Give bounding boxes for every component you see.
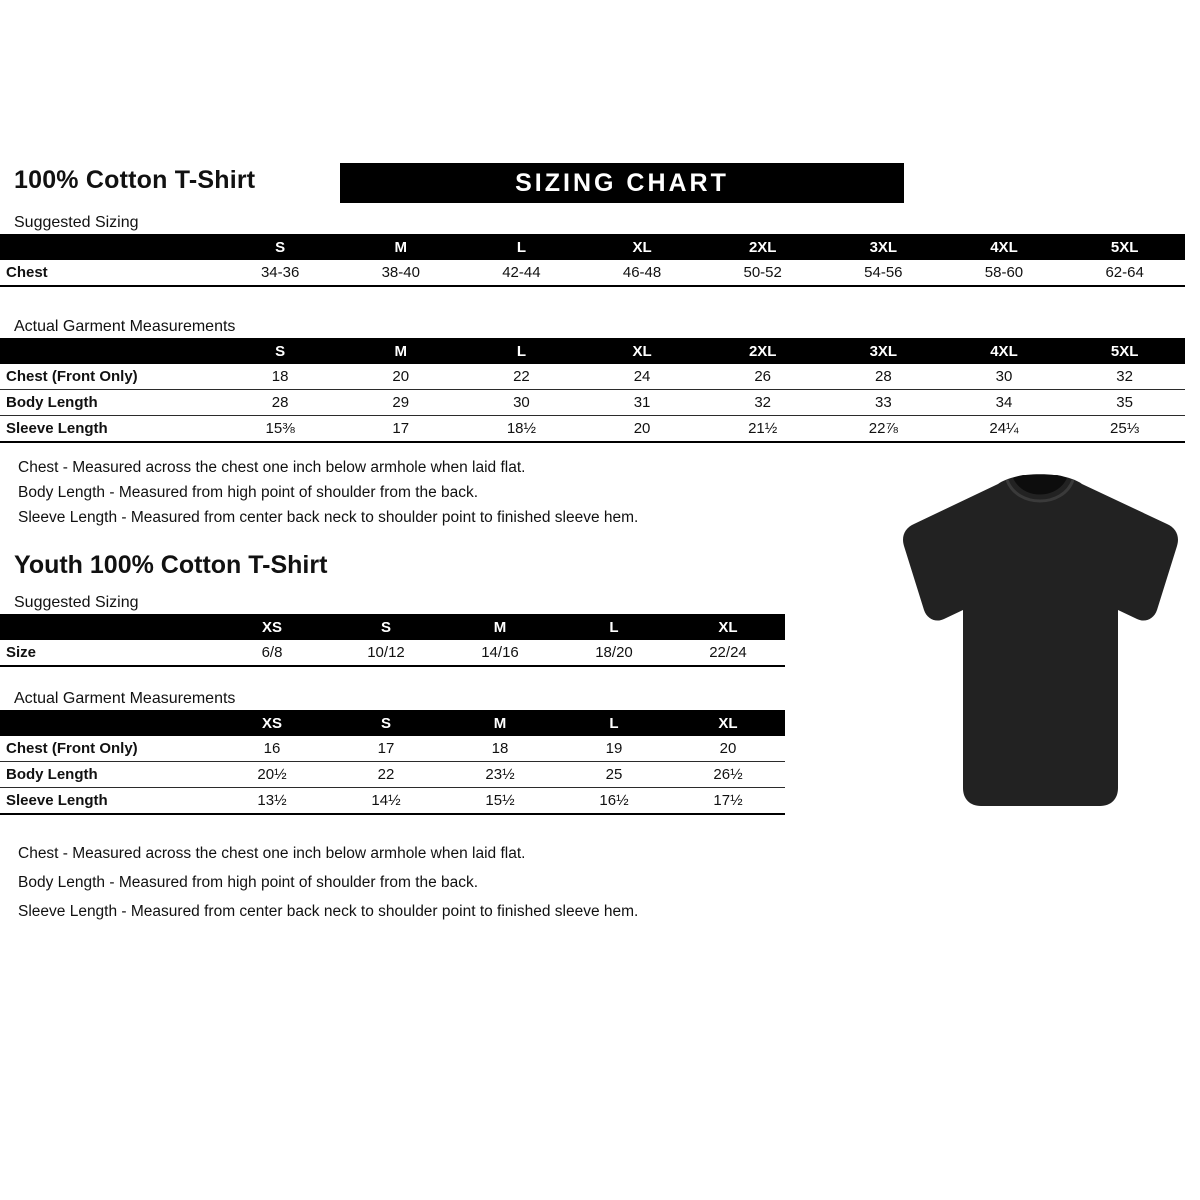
youth-actual-cell: 15½ xyxy=(443,788,557,815)
adult-actual-cell: 35 xyxy=(1064,390,1185,416)
adult-suggested-col-header-l: L xyxy=(516,238,526,256)
table-row xyxy=(0,640,785,666)
youth-actual-measurements-table xyxy=(0,710,785,815)
adult-actual-col-header-xl: XL xyxy=(632,342,652,360)
youth-suggested-cell: 10/12 xyxy=(329,640,443,666)
adult-actual-cell: 32 xyxy=(702,390,823,416)
black-tshirt-icon xyxy=(895,470,1185,815)
adult-actual-col-header-m: M xyxy=(394,342,408,360)
adult-actual-cell: 22⅞ xyxy=(823,416,944,443)
table-row xyxy=(0,736,785,762)
adult-suggested-row-label: Chest xyxy=(0,260,220,286)
adult-actual-cell: 34 xyxy=(944,390,1065,416)
adult-suggested-col-header-5xl: 5XL xyxy=(1110,238,1139,256)
adult-actual-col-header-3xl: 3XL xyxy=(869,342,898,360)
youth-actual-cell: 17½ xyxy=(671,788,785,815)
adult-actual-cell: 18½ xyxy=(461,416,582,443)
adult-suggested-cell: 50-52 xyxy=(702,260,823,286)
adult-note-sleeve-length: Sleeve Length - Measured from center back neck to shoulder point to finished sleeve hem. xyxy=(18,509,639,526)
adult-suggested-cell: 54-56 xyxy=(823,260,944,286)
adult-suggested-col-header-label xyxy=(0,234,220,260)
youth-actual-row-label: Sleeve Length xyxy=(0,788,215,815)
table-header-row xyxy=(0,710,785,736)
adult-actual-col-header-5xl: 5XL xyxy=(1110,342,1139,360)
youth-suggested-cell: 18/20 xyxy=(557,640,671,666)
adult-suggested-label: Suggested Sizing xyxy=(14,214,139,231)
youth-actual-cell: 13½ xyxy=(215,788,329,815)
adult-actual-cell: 24¼ xyxy=(944,416,1065,443)
youth-actual-row-label: Chest (Front Only) xyxy=(0,736,215,762)
youth-section-title: Youth 100% Cotton T-Shirt xyxy=(14,551,328,579)
adult-actual-cell: 30 xyxy=(461,390,582,416)
youth-actual-cell: 25 xyxy=(557,762,671,788)
youth-note-sleeve-length: Sleeve Length - Measured from center back neck to shoulder point to finished sleeve hem. xyxy=(18,903,639,920)
adult-note-chest: Chest - Measured across the chest one inch below armhole when laid flat. xyxy=(18,459,526,476)
adult-actual-row-label: Sleeve Length xyxy=(0,416,220,443)
adult-actual-cell: 25⅓ xyxy=(1064,416,1185,443)
adult-suggested-cell: 42-44 xyxy=(461,260,582,286)
adult-actual-cell: 28 xyxy=(823,364,944,390)
youth-suggested-col-header-l: L xyxy=(609,618,619,636)
youth-actual-row-label: Body Length xyxy=(0,762,215,788)
youth-actual-col-header-s: S xyxy=(380,714,391,732)
youth-actual-label: Actual Garment Measurements xyxy=(14,690,236,707)
table-row xyxy=(0,762,785,788)
adult-suggested-col-header-m: M xyxy=(394,238,408,256)
tshirt-illustration xyxy=(895,470,1185,815)
adult-section-title: 100% Cotton T-Shirt xyxy=(14,166,256,194)
adult-suggested-cell: 62-64 xyxy=(1064,260,1185,286)
youth-actual-cell: 20 xyxy=(671,736,785,762)
youth-actual-cell: 16½ xyxy=(557,788,671,815)
youth-note-body-length: Body Length - Measured from high point of shoulder from the back. xyxy=(18,874,479,891)
adult-actual-cell: 20 xyxy=(582,416,703,443)
adult-actual-cell: 21½ xyxy=(702,416,823,443)
youth-suggested-cell: 14/16 xyxy=(443,640,557,666)
adult-actual-cell: 28 xyxy=(220,390,341,416)
adult-actual-cell: 20 xyxy=(340,364,461,390)
table-row xyxy=(0,260,1185,286)
adult-suggested-col-header-4xl: 4XL xyxy=(990,238,1018,256)
youth-actual-col-header-l: L xyxy=(609,714,619,732)
adult-actual-cell: 15⅜ xyxy=(220,416,341,443)
youth-suggested-cell: 6/8 xyxy=(215,640,329,666)
adult-actual-cell: 32 xyxy=(1064,364,1185,390)
youth-actual-cell: 22 xyxy=(329,762,443,788)
youth-suggested-col-header-m: M xyxy=(493,618,507,636)
youth-suggested-col-header-xl: XL xyxy=(718,618,738,636)
adult-suggested-cell: 46-48 xyxy=(582,260,703,286)
youth-suggested-label: Suggested Sizing xyxy=(14,594,139,611)
adult-actual-cell: 24 xyxy=(582,364,703,390)
youth-actual-cell: 14½ xyxy=(329,788,443,815)
youth-actual-cell: 26½ xyxy=(671,762,785,788)
adult-actual-row-label: Chest (Front Only) xyxy=(0,364,220,390)
youth-actual-cell: 23½ xyxy=(443,762,557,788)
adult-actual-cell: 18 xyxy=(220,364,341,390)
adult-actual-col-header-4xl: 4XL xyxy=(990,342,1018,360)
adult-actual-cell: 26 xyxy=(702,364,823,390)
youth-actual-cell: 17 xyxy=(329,736,443,762)
sizing-chart-banner-label: SIZING CHART xyxy=(515,169,729,197)
youth-suggested-row-label: Size xyxy=(0,640,215,666)
adult-suggested-col-header-3xl: 3XL xyxy=(869,238,898,256)
table-header-row xyxy=(0,234,1185,260)
adult-actual-cell: 31 xyxy=(582,390,703,416)
adult-suggested-col-header-s: S xyxy=(275,238,286,256)
table-row xyxy=(0,364,1185,390)
adult-actual-col-header-l: L xyxy=(516,342,526,360)
youth-suggested-sizing-table xyxy=(0,614,785,667)
adult-suggested-cell: 38-40 xyxy=(340,260,461,286)
adult-suggested-col-header-xl: XL xyxy=(632,238,652,256)
adult-note-body-length: Body Length - Measured from high point of shoulder from the back. xyxy=(18,484,479,501)
table-row xyxy=(0,390,1185,416)
adult-actual-cell: 30 xyxy=(944,364,1065,390)
table-header-row xyxy=(0,614,785,640)
adult-suggested-col-header-2xl: 2XL xyxy=(748,238,777,256)
youth-note-chest: Chest - Measured across the chest one inch below armhole when laid flat. xyxy=(18,845,526,862)
adult-suggested-sizing-table xyxy=(0,234,1185,287)
adult-actual-cell: 33 xyxy=(823,390,944,416)
adult-actual-cell: 17 xyxy=(340,416,461,443)
adult-actual-col-header-s: S xyxy=(275,342,286,360)
youth-suggested-col-header-label xyxy=(0,614,215,640)
table-row xyxy=(0,416,1185,443)
table-header-row xyxy=(0,338,1185,364)
table-row xyxy=(0,788,785,815)
adult-suggested-cell: 58-60 xyxy=(944,260,1065,286)
youth-suggested-col-header-s: S xyxy=(380,618,391,636)
youth-actual-col-header-m: M xyxy=(493,714,507,732)
youth-actual-cell: 18 xyxy=(443,736,557,762)
sizing-chart-banner xyxy=(340,163,904,203)
adult-actual-cell: 22 xyxy=(461,364,582,390)
youth-actual-cell: 19 xyxy=(557,736,671,762)
adult-actual-col-header-2xl: 2XL xyxy=(748,342,777,360)
adult-actual-measurements-table xyxy=(0,338,1185,443)
adult-actual-label: Actual Garment Measurements xyxy=(14,318,236,335)
youth-suggested-cell: 22/24 xyxy=(671,640,785,666)
youth-suggested-col-header-xs: XS xyxy=(261,618,282,636)
youth-actual-cell: 20½ xyxy=(215,762,329,788)
youth-actual-col-header-xs: XS xyxy=(261,714,282,732)
youth-actual-col-header-label xyxy=(0,710,215,736)
adult-actual-cell: 29 xyxy=(340,390,461,416)
adult-suggested-cell: 34-36 xyxy=(220,260,341,286)
adult-actual-col-header-label xyxy=(0,338,220,364)
youth-actual-cell: 16 xyxy=(215,736,329,762)
youth-actual-col-header-xl: XL xyxy=(718,714,738,732)
adult-actual-row-label: Body Length xyxy=(0,390,220,416)
